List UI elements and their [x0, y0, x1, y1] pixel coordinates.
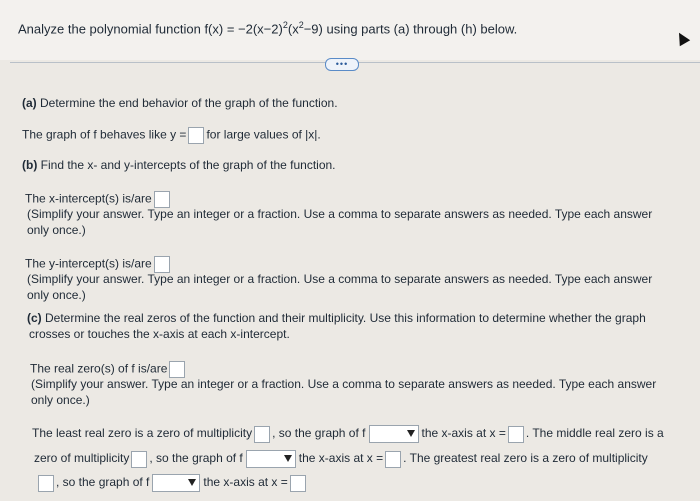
greatest-zero-line: , so the graph of f the x-axis at x = [36, 474, 308, 492]
part-c-heading: (c) Determine the real zeros of the function and their multiplicity. Use this information to determine whether the graph [27, 311, 646, 325]
part-a-heading: (a) Determine the end behavior of the graph of the function. [22, 96, 338, 110]
greatest-zero-x-input[interactable] [290, 475, 306, 492]
dropdown-arrow-icon [188, 479, 196, 486]
dropdown-arrow-icon [407, 430, 415, 437]
y-intercept-hint-2: only once.) [27, 288, 86, 302]
question-header [0, 0, 700, 60]
middle-cross-touch-select[interactable] [246, 450, 296, 468]
dropdown-arrow-icon [284, 455, 292, 462]
part-a-answer-line: The graph of f behaves like y = for large values of |x|. [22, 127, 321, 144]
y-intercept-hint: (Simplify your answer. Type an integer or a fraction. Use a comma to separate answers as needed. Type each answer [27, 272, 653, 286]
part-c-heading-2: crosses or touches the x-axis at each x-intercept. [29, 327, 290, 341]
least-cross-touch-select[interactable] [369, 425, 419, 443]
x-intercept-input[interactable] [154, 191, 170, 208]
x-intercept-hint-2: only once.) [27, 223, 86, 237]
least-multiplicity-input[interactable] [254, 426, 270, 443]
real-zeros-hint: (Simplify your answer. Type an integer or a fraction. Use a comma to separate answers as needed. Type each answer [31, 377, 657, 391]
more-button[interactable]: ••• [325, 58, 359, 71]
middle-zero-line: zero of multiplicity , so the graph of f the x-axis at x = . The greatest real zero is a zero of multiplicity [34, 450, 648, 468]
part-b-heading: (b) Find the x- and y-intercepts of the graph of the function. [22, 158, 336, 172]
y-intercept-line: The y-intercept(s) is/are [25, 256, 172, 273]
middle-zero-x-input[interactable] [385, 451, 401, 468]
x-intercept-line: The x-intercept(s) is/are [25, 191, 172, 208]
least-zero-x-input[interactable] [508, 426, 524, 443]
mouse-cursor-icon [674, 30, 690, 46]
real-zeros-line: The real zero(s) of f is/are [30, 361, 187, 378]
middle-multiplicity-input[interactable] [131, 451, 147, 468]
x-intercept-hint: (Simplify your answer. Type an integer or a fraction. Use a comma to separate answers as needed. Type each answer [27, 207, 653, 221]
real-zeros-input[interactable] [169, 361, 185, 378]
end-behavior-input[interactable] [188, 127, 204, 144]
y-intercept-input[interactable] [154, 256, 170, 273]
question-title: Analyze the polynomial function $f(x) = -2(x-2)^2(x^2-9)$ using parts (a) through (h) below. [18, 20, 518, 37]
question-body [0, 70, 700, 501]
greatest-cross-touch-select[interactable] [152, 474, 200, 492]
least-zero-line: The least real zero is a zero of multiplicity , so the graph of f the x-axis at x = . The middle real zero is a [32, 425, 664, 443]
real-zeros-hint-2: only once.) [31, 393, 90, 407]
greatest-multiplicity-input[interactable] [38, 475, 54, 492]
